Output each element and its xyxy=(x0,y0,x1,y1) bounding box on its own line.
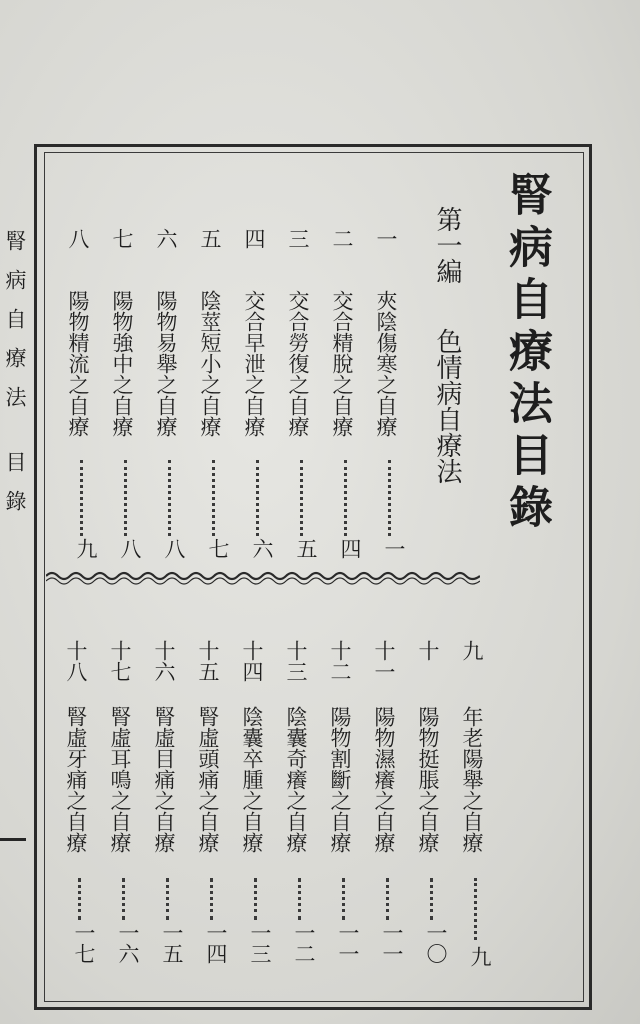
leader-dots xyxy=(430,878,433,920)
leader-dots xyxy=(80,460,83,536)
leader-dots xyxy=(122,878,125,920)
entry-number: 十四 xyxy=(240,640,264,682)
entry-title: 腎虛牙痛之自療 xyxy=(64,706,88,853)
toc-entry[interactable] xyxy=(110,228,142,559)
entry-title: 交合勞復之自療 xyxy=(286,290,310,437)
leader-dots xyxy=(344,460,347,536)
entry-title: 腎虛耳鳴之自療 xyxy=(108,706,132,853)
entry-title: 陰囊奇癢之自療 xyxy=(284,706,308,853)
entry-title: 陽物易舉之自療 xyxy=(154,290,178,437)
leader-dots xyxy=(78,878,81,920)
entry-title: 陽物強中之自療 xyxy=(110,290,134,437)
entry-title: 腎虛頭痛之自療 xyxy=(196,706,220,853)
toc-entry[interactable] xyxy=(328,640,360,980)
entry-page: 一一 xyxy=(380,922,404,964)
leader-dots xyxy=(168,460,171,536)
entry-title: 陽物精流之自療 xyxy=(66,290,90,437)
leader-dots xyxy=(386,878,389,920)
entry-number: 六 xyxy=(154,228,178,249)
toc-entry[interactable] xyxy=(330,228,362,559)
entry-title: 腎虛目痛之自療 xyxy=(152,706,176,853)
toc-entry[interactable] xyxy=(198,228,230,559)
entry-title: 陰莖短小之自療 xyxy=(198,290,222,437)
entry-title: 交合早泄之自療 xyxy=(242,290,266,437)
entry-number: 十 xyxy=(416,640,440,661)
entry-page: 五 xyxy=(294,538,318,559)
leader-dots xyxy=(124,460,127,536)
leader-dots xyxy=(212,460,215,536)
toc-entry[interactable] xyxy=(66,228,98,559)
leader-dots xyxy=(474,878,477,940)
entry-number: 十六 xyxy=(152,640,176,682)
toc-entry[interactable] xyxy=(64,640,96,980)
toc-entry[interactable] xyxy=(196,640,228,980)
entry-title: 交合精脫之自療 xyxy=(330,290,354,437)
toc-entry[interactable] xyxy=(416,640,448,980)
entry-number: 十二 xyxy=(328,640,352,682)
entry-page: 一〇 xyxy=(424,922,448,964)
section-heading xyxy=(432,206,462,484)
entry-title: 夾陰傷寒之自療 xyxy=(374,290,398,437)
wavy-divider xyxy=(46,568,480,588)
toc-entry[interactable] xyxy=(152,640,184,980)
toc-entry[interactable] xyxy=(284,640,316,980)
toc-entry[interactable] xyxy=(374,228,406,559)
entry-number: 七 xyxy=(110,228,134,249)
toc-entry[interactable] xyxy=(240,640,272,980)
entry-page: 一七 xyxy=(72,922,96,964)
margin-book-title: 腎病自療法 xyxy=(3,230,27,425)
entry-number: 四 xyxy=(242,228,266,249)
leader-dots xyxy=(166,878,169,920)
entry-title: 陽物割斷之自療 xyxy=(328,706,352,853)
entry-page: 一五 xyxy=(160,922,184,964)
section-number: 第一編 xyxy=(432,206,462,284)
entry-page: 九 xyxy=(74,538,98,559)
entry-title: 陽物挺脹之自療 xyxy=(416,706,440,853)
toc-entry[interactable] xyxy=(154,228,186,559)
margin-section-label: 目錄 xyxy=(3,451,27,529)
entry-page: 九 xyxy=(468,946,492,967)
leader-dots xyxy=(256,460,259,536)
entry-page: 八 xyxy=(118,538,142,559)
leader-dots xyxy=(254,878,257,920)
section-name: 色情病自療法 xyxy=(432,328,462,484)
entry-number: 十一 xyxy=(372,640,396,682)
leader-dots xyxy=(342,878,345,920)
entry-page: 七 xyxy=(206,538,230,559)
toc-entry[interactable] xyxy=(108,640,140,980)
toc-entry[interactable] xyxy=(372,640,404,980)
leader-dots xyxy=(210,878,213,920)
entry-title: 陽物濕癢之自療 xyxy=(372,706,396,853)
entry-page: 四 xyxy=(338,538,362,559)
book-title: 腎病自療法目錄 xyxy=(501,172,552,536)
toc-entry[interactable] xyxy=(460,640,492,980)
margin-page-number xyxy=(0,838,26,841)
entry-number: 五 xyxy=(198,228,222,249)
entry-number: 十五 xyxy=(196,640,220,682)
entry-page: 一六 xyxy=(116,922,140,964)
entry-page: 一二 xyxy=(292,922,316,964)
leader-dots xyxy=(388,460,391,536)
entry-number: 十八 xyxy=(64,640,88,682)
entry-number: 十七 xyxy=(108,640,132,682)
entry-page: 一三 xyxy=(248,922,272,964)
entry-page: 一一 xyxy=(336,922,360,964)
entry-page: 一 xyxy=(382,538,406,559)
entry-title: 年老陽舉之自療 xyxy=(460,706,484,853)
leader-dots xyxy=(298,878,301,920)
toc-entry[interactable] xyxy=(242,228,274,559)
entry-number: 一 xyxy=(374,228,398,249)
leader-dots xyxy=(300,460,303,536)
toc-entry[interactable] xyxy=(286,228,318,559)
entry-number: 二 xyxy=(330,228,354,249)
entry-title: 陰囊卒腫之自療 xyxy=(240,706,264,853)
entry-number: 九 xyxy=(460,640,484,661)
entry-page: 八 xyxy=(162,538,186,559)
entry-number: 八 xyxy=(66,228,90,249)
entry-page: 六 xyxy=(250,538,274,559)
entry-number: 三 xyxy=(286,228,310,249)
entry-number: 十三 xyxy=(284,640,308,682)
entry-page: 一四 xyxy=(204,922,228,964)
margin-running-header xyxy=(2,230,28,529)
